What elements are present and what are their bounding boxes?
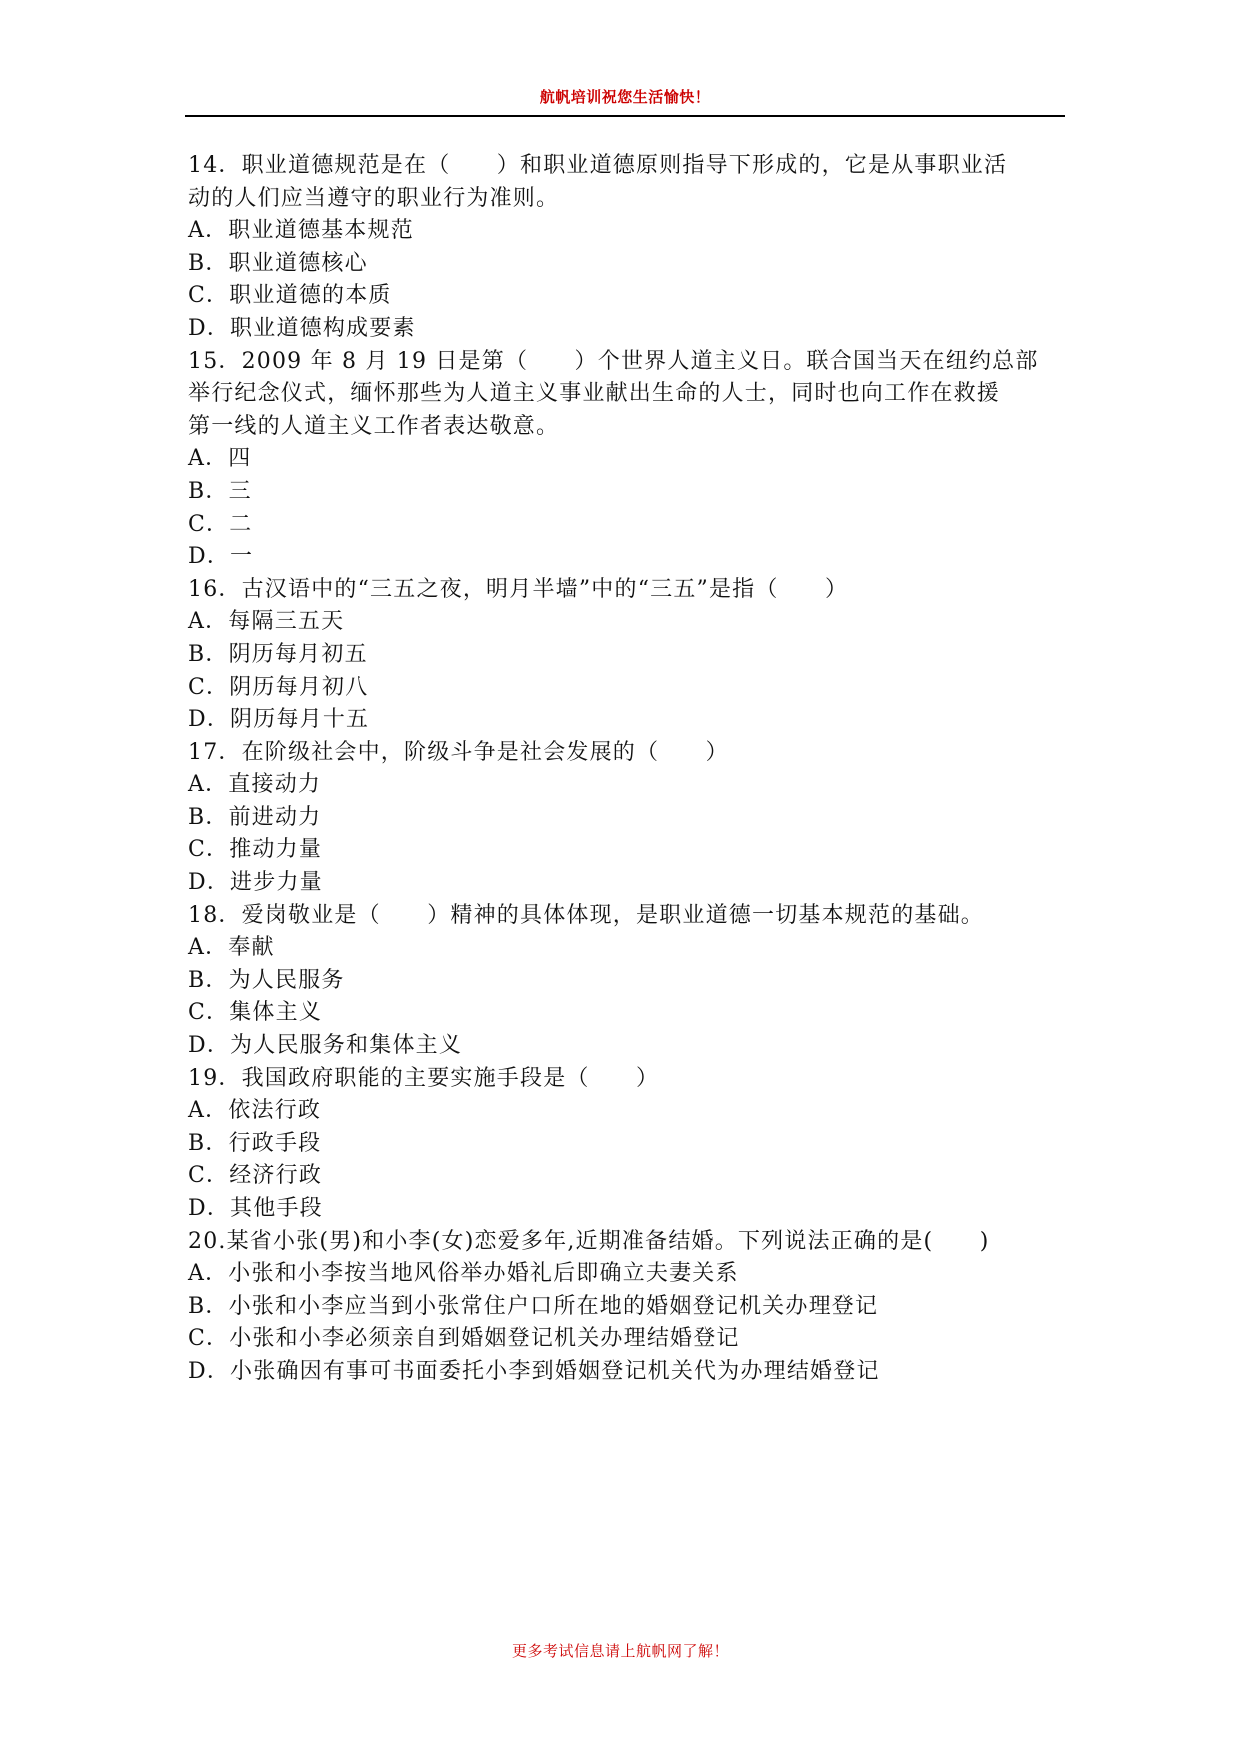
question-stem <box>188 1063 1068 1096</box>
option-c: C．集体主义 <box>188 1000 323 1026</box>
stem-line: 18．爱岗敬业是（ ）精神的具体体现，是职业道德一切基本规范的基础。 <box>188 902 984 928</box>
option-a: A．小张和小李按当地风俗举办婚礼后即确立夫妻关系 <box>188 1261 739 1287</box>
option-d: D．进步力量 <box>188 870 323 896</box>
option-d: D．其他手段 <box>188 1196 323 1221</box>
stem-line: 动的人们应当遵守的职业行为准则。 <box>188 185 560 211</box>
stem-line: 19．我国政府职能的主要实施手段是（ ） <box>188 1065 660 1091</box>
option-b: B．为人民服务 <box>188 967 345 993</box>
question-stem <box>188 1226 1068 1259</box>
page-header <box>185 86 1065 116</box>
question-17 <box>188 737 1068 900</box>
option-b: B．阴历每月初五 <box>188 641 368 667</box>
option-c: C．职业道德的本质 <box>188 283 392 309</box>
question-16 <box>188 574 1068 737</box>
question-list <box>188 150 1068 1389</box>
option-d: D．一 <box>188 544 254 570</box>
option-b: B．前进动力 <box>188 804 322 830</box>
footer-text: 更多考试信息请上航帆网了解！ <box>511 1642 729 1660</box>
option-d: D．为人民服务和集体主义 <box>188 1033 463 1059</box>
option-c: C．推动力量 <box>188 837 323 863</box>
question-15 <box>188 346 1068 574</box>
question-18 <box>188 900 1068 1063</box>
option-d: D．职业道德构成要素 <box>188 315 416 341</box>
header-text: 航帆培训祝您生活愉快！ <box>539 88 711 106</box>
stem-line: 15．2009 年 8 月 19 日是第（ ）个世界人道主义日。联合国当天在纽约总部 <box>188 348 1039 374</box>
option-b: B．行政手段 <box>188 1130 322 1156</box>
option-b: B．小张和小李应当到小张常住户口所在地的婚姻登记机关办理登记 <box>188 1293 879 1319</box>
option-a: A．四 <box>188 446 252 472</box>
question-stem <box>188 900 1068 933</box>
option-a: A．每隔三五天 <box>188 609 345 635</box>
stem-line: 16．古汉语中的“三五之夜，明月半墙”中的“三五”是指（ ） <box>188 576 849 602</box>
stem-line: 举行纪念仪式，缅怀那些为人道主义事业献出生命的人士，同时也向工作在救援 <box>188 381 1001 407</box>
header-rule <box>185 115 1065 117</box>
stem-line: 14．职业道德规范是在（ ）和职业道德原则指导下形成的，它是从事职业活 <box>188 153 1008 178</box>
page-footer <box>0 1640 1241 1661</box>
stem-line: 20.某省小张(男)和小李(女)恋爱多年,近期准备结婚。下列说法正确的是( ) <box>188 1228 990 1254</box>
option-a: A．奉献 <box>188 935 275 961</box>
question-14 <box>188 150 1068 346</box>
question-20 <box>188 1226 1068 1389</box>
option-d: D．阴历每月十五 <box>188 707 370 733</box>
question-stem <box>188 574 1068 607</box>
option-b: B．三 <box>188 478 252 504</box>
option-c: C．阴历每月初八 <box>188 674 369 700</box>
question-stem <box>188 346 1068 444</box>
option-a: A．依法行政 <box>188 1098 322 1124</box>
option-c: C．二 <box>188 511 253 537</box>
option-c: C．经济行政 <box>188 1163 323 1189</box>
option-b: B．职业道德核心 <box>188 250 368 276</box>
stem-line: 第一线的人道主义工作者表达敬意。 <box>188 413 560 439</box>
question-stem <box>188 150 1068 215</box>
option-a: A．职业道德基本规范 <box>188 218 414 244</box>
stem-line: 17．在阶级社会中，阶级斗争是社会发展的（ ） <box>188 739 729 765</box>
question-stem <box>188 737 1068 770</box>
question-19 <box>188 1063 1068 1226</box>
option-c: C．小张和小李必须亲自到婚姻登记机关办理结婚登记 <box>188 1326 740 1352</box>
option-a: A．直接动力 <box>188 772 322 798</box>
option-d: D．小张确因有事可书面委托小李到婚姻登记机关代为办理结婚登记 <box>188 1358 880 1384</box>
